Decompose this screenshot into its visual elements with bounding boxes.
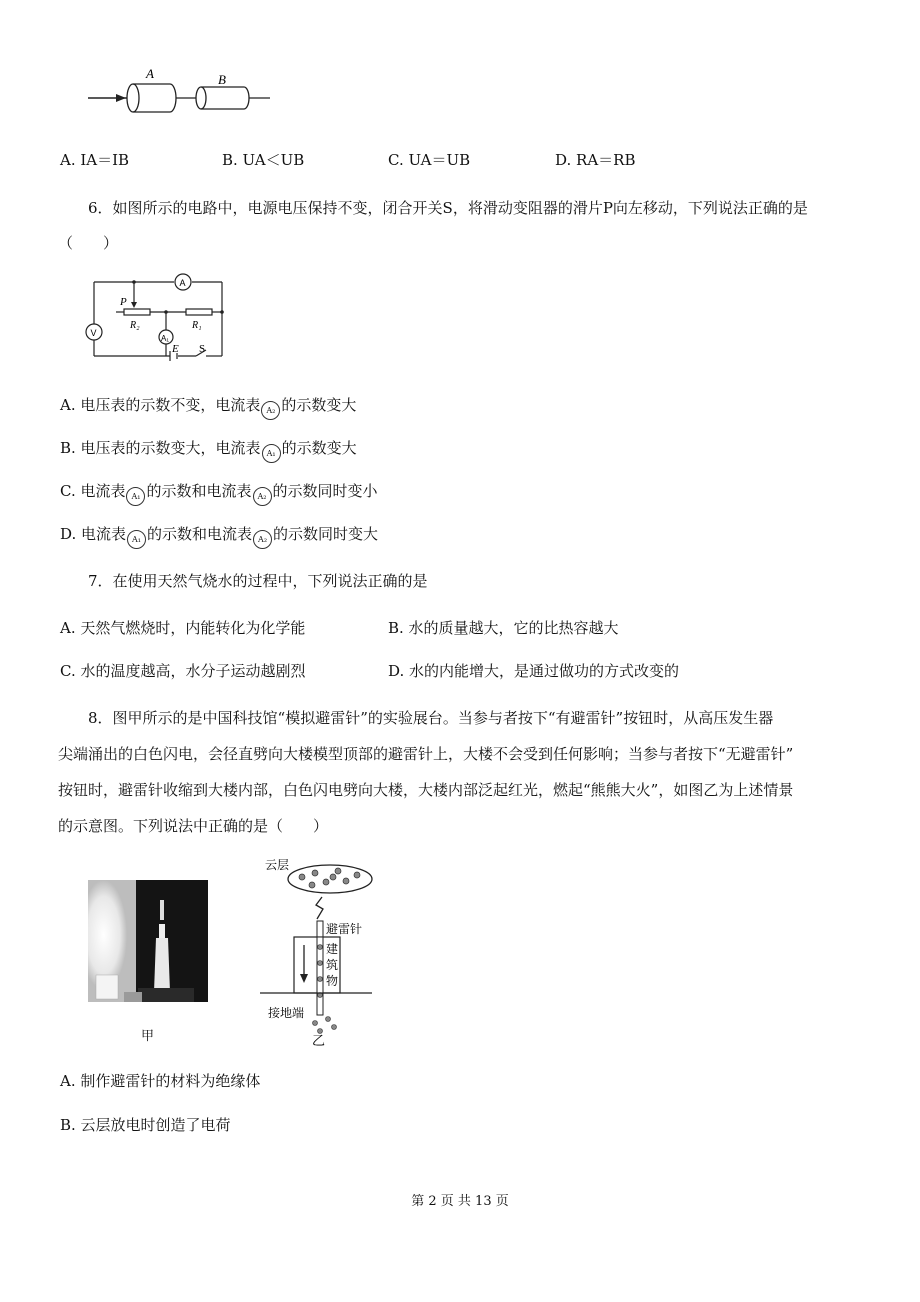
q5-option-a: A. IA＝IB (60, 151, 130, 169)
ammeter-a2-icon: A₂ (253, 487, 272, 506)
ammeter-a1-icon: A₁ (262, 444, 281, 463)
q8-option-a: A. 制作避雷针的材料为绝缘体 (60, 1072, 261, 1090)
page-footer: 第 2 页 共 13 页 (411, 1194, 509, 1209)
ammeter-a2-icon: A₂ (261, 401, 280, 420)
figure-yi-label: 乙 (312, 1034, 326, 1049)
q7-option-c: C. 水的温度越高，水分子运动越剧烈 (60, 662, 306, 680)
r2-label: R₂ (130, 320, 140, 331)
q7-option-b: B. 水的质量越大，它的比热容越大 (388, 619, 619, 637)
q8-stem-line-2: 尖端涌出的白色闪电，会径直劈向大楼模型顶部的避雷针上，大楼不会受到任何影响；当参与者按下“无避雷针” (58, 745, 794, 763)
voltmeter-label: V (90, 328, 97, 338)
q6-option-b: B. 电压表的示数变大，电流表 A₁ 的示数变大 (60, 437, 357, 463)
q8-stem-line-1: 8．图甲所示的是中国科技馆“模拟避雷针”的实验展台。当参与者按下“有避雷针”按钮时，从高压发生器 (88, 709, 774, 727)
cylinder-a-label: A (146, 66, 154, 81)
q5-option-b: B. UA＜UB (222, 151, 305, 169)
q5-option-c: C. UA＝UB (388, 151, 471, 169)
ammeter-a1-label: A₁ (161, 334, 170, 343)
q7-stem: 7．在使用天然气烧水的过程中，下列说法正确的是 (88, 572, 428, 590)
q6-option-a: A. 电压表的示数不变，电流表 A₂ 的示数变大 (60, 394, 356, 420)
q6-option-d: D. 电流表 A₁ 的示数和电流表 A₂ 的示数同时变大 (60, 523, 378, 549)
q5-option-d: D. RA＝RB (555, 151, 636, 169)
q6-stem-line-2: （ ） (58, 234, 119, 252)
lightning-rod-label: 避雷针 (326, 922, 363, 936)
building-label-1: 建 (326, 942, 339, 956)
q8-stem-line-4: 的示意图。下列说法中正确的是（ ） (58, 817, 329, 835)
building-label-2: 筑 (326, 958, 339, 972)
q6-circuit-diagram (86, 272, 231, 364)
r1-label: R₁ (192, 320, 202, 331)
q8-option-b: B. 云层放电时创造了电荷 (60, 1116, 231, 1134)
ground-terminal-label: 接地端 (268, 1006, 305, 1020)
q6-stem-line-1: 6．如图所示的电路中，电源电压保持不变，闭合开关S，将滑动变阻器的滑片P向左移动，下列说法正确的是 (88, 199, 808, 217)
cylinder-b-label: B (218, 72, 226, 87)
cloud-label: 云层 (265, 858, 290, 872)
ammeter-a1-icon: A₁ (126, 487, 145, 506)
lightning-rod-schematic (260, 855, 378, 1050)
ammeter-a1-icon: A₁ (127, 530, 146, 549)
q5-cylinder-diagram (88, 62, 278, 132)
ammeter-a2-icon: A₂ (253, 530, 272, 549)
q7-option-a: A. 天然气燃烧时，内能转化为化学能 (60, 619, 306, 637)
battery-e-label: E (172, 343, 179, 355)
lightning-exhibit-photo (88, 880, 208, 1002)
figure-jia-label: 甲 (141, 1029, 155, 1044)
q8-stem-line-3: 按钮时，避雷针收缩到大楼内部，白色闪电劈向大楼，大楼内部泛起红光，燃起“熊熊大火”，如图乙为上述情景 (58, 781, 794, 799)
slider-p-label: P (120, 296, 127, 308)
q7-option-d: D. 水的内能增大，是通过做功的方式改变的 (388, 662, 680, 680)
switch-s-label: S (199, 343, 206, 355)
ammeter-a-label: A (179, 278, 186, 288)
q6-option-c: C. 电流表 A₁ 的示数和电流表 A₂ 的示数同时变小 (60, 480, 378, 506)
building-label-3: 物 (326, 974, 339, 988)
